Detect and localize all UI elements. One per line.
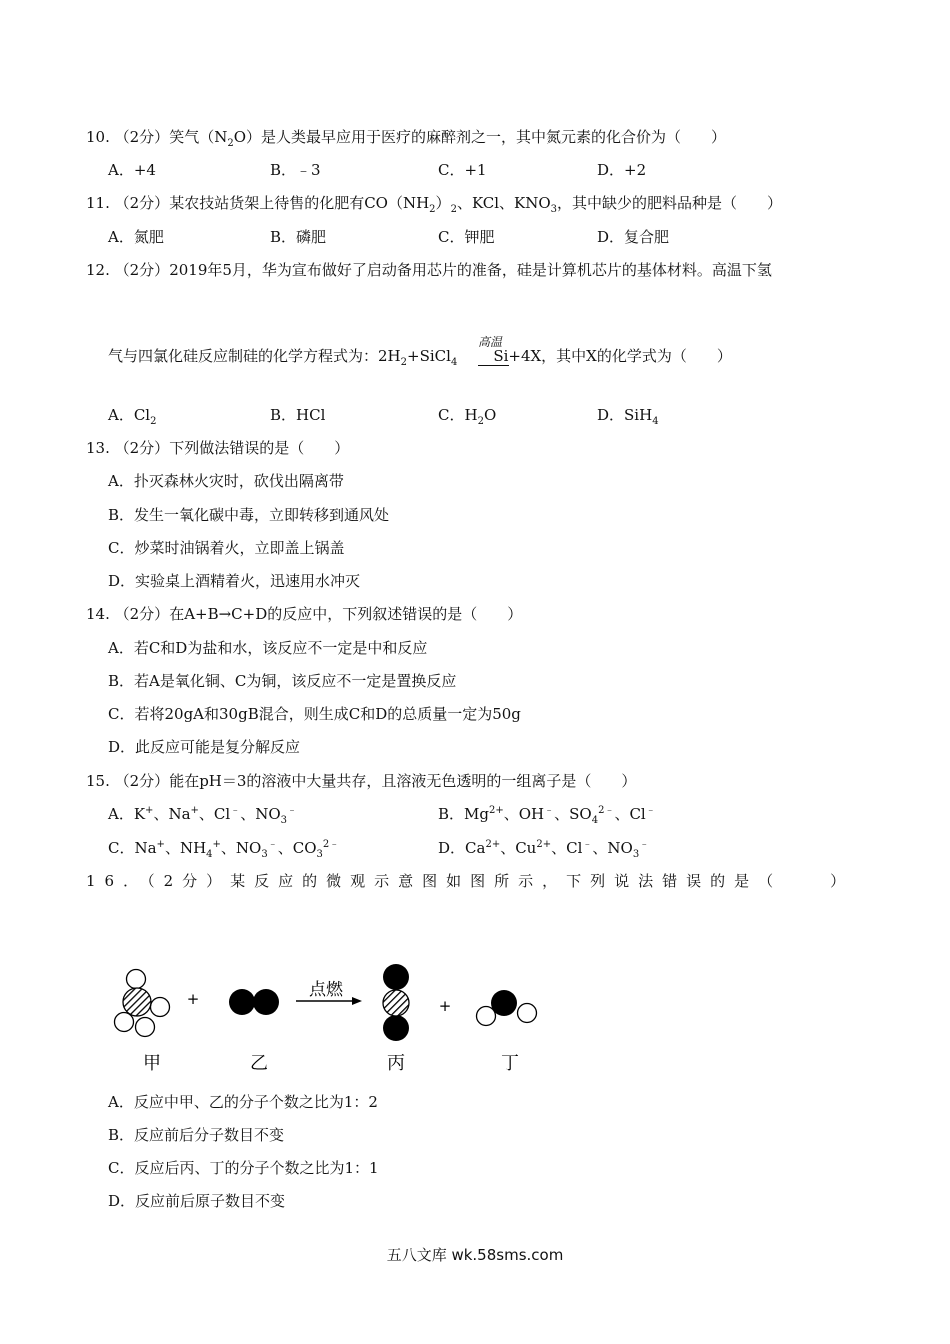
q16-reaction-diagram: [100, 945, 560, 1080]
q13-option-b: B．发生一氧化碳中毒，立即转移到通风处: [108, 506, 390, 524]
q16-option-a: A．反应中甲、乙的分子个数之比为1：2: [108, 1093, 378, 1111]
q11-option-b: B．磷肥: [270, 228, 327, 246]
plus-sign: +: [438, 997, 452, 1015]
q14-option-a: A．若C和D为盐和水，该反应不一定是中和反应: [108, 639, 428, 657]
q14-option-d: D．此反应可能是复分解反应: [108, 738, 301, 756]
q15-option-c: C．Na+、$NH_4^+$、$NO_3^﹣$、$CO_3^{2﹣}$: [108, 839, 340, 860]
q13-stem: 13. （2分）下列做法错误的是（ ）: [86, 439, 350, 457]
q12-option-d: D．SiH$_4$: [597, 406, 659, 427]
q15-stem: 15. （2分）能在pH＝3的溶液中大量共存，且溶液无色透明的一组离子是（ ）: [86, 772, 637, 790]
q14-stem: 14. （2分）在A+B→C+D的反应中，下列叙述错误的是（ ）: [86, 605, 523, 623]
hydrogen-atom: [151, 998, 170, 1017]
q12-stem-line1: 12. （2分）2019年5月，华为宣布做好了启动备用芯片的准备，硅是计算机芯片的基体材料。高温下氢: [86, 261, 772, 279]
q16-stem: 16．（2分）某反应的微观示意图如图所示，下列说法错误的是（ ）: [86, 872, 855, 890]
q10-option-a: A．+4: [108, 161, 156, 179]
footer-watermark: 五八文库 wk.58sms.com: [386, 1246, 564, 1264]
molecule-yi: [229, 989, 279, 1015]
hydrogen-atom: [115, 1013, 134, 1032]
oxygen-atom: [253, 989, 279, 1015]
q15-option-a: A．K+、Na+、Cl﹣、$NO_3^﹣$: [108, 805, 297, 826]
q10-stem: 10. （2分）笑气$(N_2O)$是人类最早应用于医疗的麻醉剂之一，其中氮元素的化合价为（ ）: [86, 128, 727, 149]
q13-option-a: A．扑灭森林火灾时，砍伐出隔离带: [108, 472, 344, 490]
arrow-label: 点燃: [309, 980, 343, 1000]
q12-reaction-condition: 高温: [478, 335, 503, 349]
oxygen-atom: [383, 1015, 409, 1041]
q14-option-b: B．若A是氧化铜、C为铜，该反应不一定是置换反应: [108, 672, 457, 690]
q12-stem-line2: 气与四氯化硅反应制硅的化学方程式为：$2H_2+SiCl_4$ Si+4X，其中X的化学式为（ ）: [108, 347, 732, 368]
q14-option-c: C．若将20gA和30gB混合，则生成C和D的总质量一定为50g: [108, 705, 521, 723]
hydrogen-atom: [477, 1007, 496, 1026]
hydrogen-atom: [136, 1018, 155, 1037]
q10-option-d: D．+2: [597, 161, 647, 179]
q16-option-b: B．反应前后分子数目不变: [108, 1126, 285, 1144]
label-yi: 乙: [250, 1053, 268, 1074]
oxygen-atom: [229, 989, 255, 1015]
molecule-jia: [115, 970, 170, 1037]
q13-option-c: C．炒菜时油锅着火，立即盖上锅盖: [108, 539, 345, 557]
label-jia: 甲: [143, 1053, 161, 1074]
q10-option-b: B．﹣3: [270, 161, 321, 179]
carbon-atom: [383, 990, 409, 1016]
carbon-atom: [123, 988, 151, 1016]
q12-option-a: A．$Cl_2$: [108, 406, 157, 427]
q11-option-a: A．氮肥: [108, 228, 164, 246]
molecule-bing: [383, 964, 409, 1041]
q11-option-d: D．复合肥: [597, 228, 670, 246]
q16-option-d: D．反应前后原子数目不变: [108, 1192, 286, 1210]
q12-option-c: C．$H_2O$: [438, 406, 497, 427]
label-ding: 丁: [501, 1053, 519, 1074]
label-bing: 丙: [387, 1053, 405, 1074]
oxygen-atom: [383, 964, 409, 990]
arrow-head: [352, 997, 362, 1005]
q11-stem: 11. （2分）某农技站货架上待售的化肥有$CO(NH_2)_2$、KCl、$KNO_3$，其中缺少的肥料品种是（ ）: [86, 194, 783, 215]
q16-option-c: C．反应后丙、丁的分子个数之比为1：1: [108, 1159, 379, 1177]
q15-option-b: B．$Mg^{2+}$、OH﹣、$SO_4^{2﹣}$、Cl﹣: [438, 805, 656, 826]
molecule-ding: [477, 990, 537, 1026]
hydrogen-atom: [518, 1004, 537, 1023]
q12-option-b: B．HCl: [270, 406, 326, 424]
plus-sign: +: [186, 990, 200, 1008]
hydrogen-atom: [127, 970, 146, 989]
q15-option-d: D．$Ca^{2+}$、$Cu^{2+}$、Cl﹣、$NO_3^﹣$: [438, 839, 650, 860]
q11-option-c: C．钾肥: [438, 228, 495, 246]
q10-option-c: C．+1: [438, 161, 487, 179]
q13-option-d: D．实验桌上酒精着火，迅速用水冲灭: [108, 572, 361, 590]
